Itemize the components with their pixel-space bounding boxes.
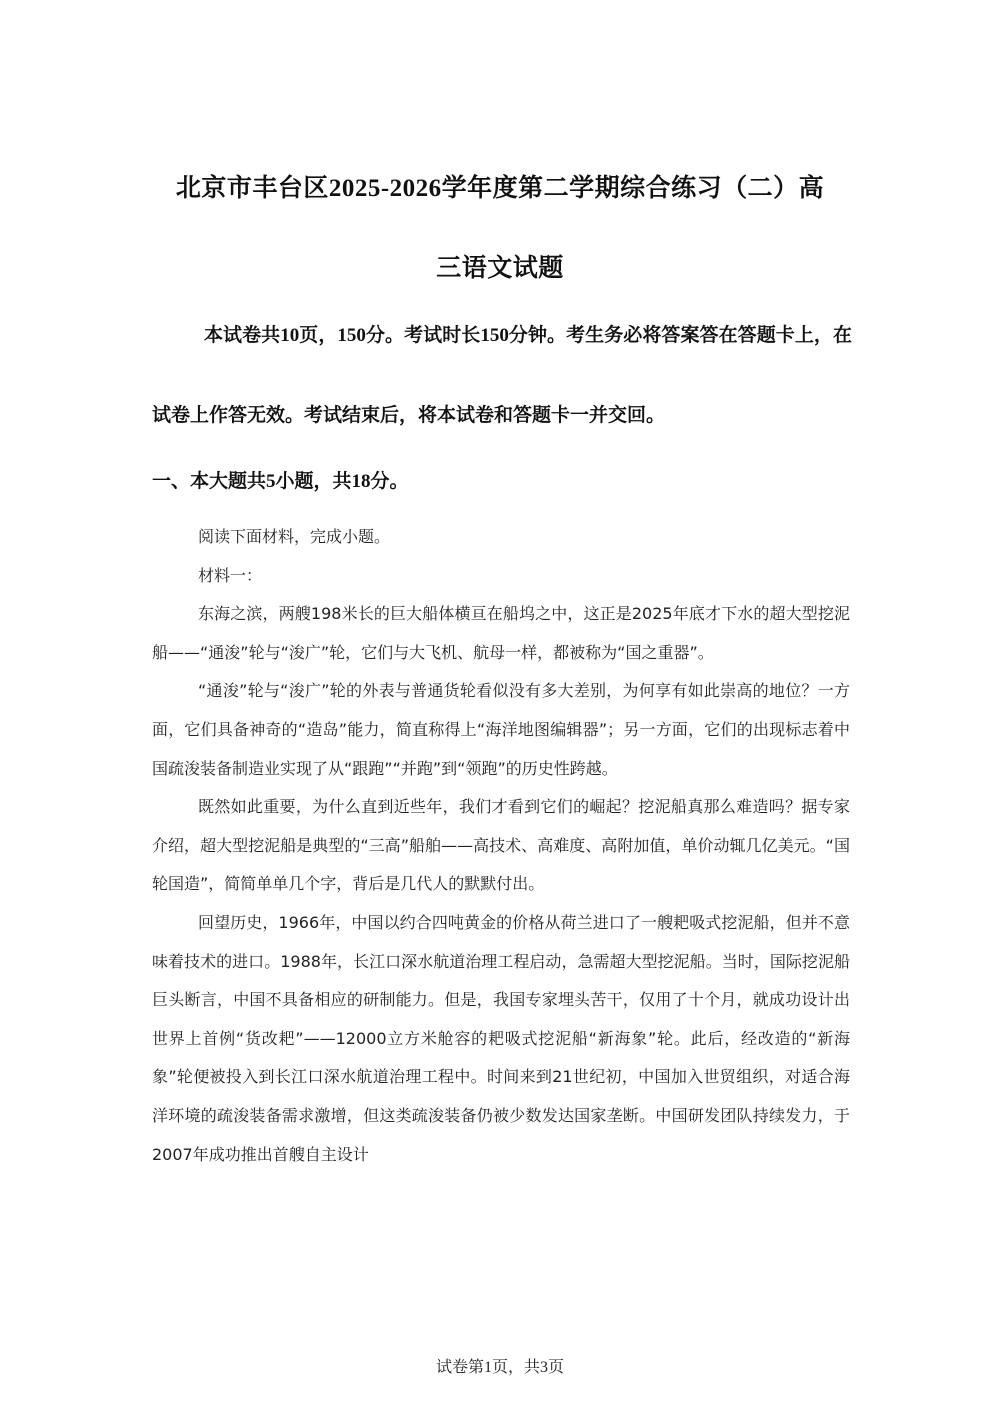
reading-material <box>152 518 850 1174</box>
paragraph: 既然如此重要，为什么直到近些年，我们才看到它们的崛起？挖泥船真那么难造吗？据专家介绍，超大型挖泥船是典型的“三高”船舶——高技术、高难度、高附加值，单价动辄几亿美元。“国轮国造”，简简单单几个字，背后是几代人的默默付出。 <box>152 797 850 894</box>
paragraph-instruction: 阅读下面材料，完成小题。 <box>198 527 391 546</box>
section-heading: 一、本大题共5小题，共18分。 <box>152 471 409 492</box>
page-footer: 试卷第1页，共3页 <box>435 1359 564 1376</box>
paragraph: 回望历史，1966年，中国以约合四吨黄金的价格从荷兰进口了一艘耙吸式挖泥船，但并不意味着技术的进口。1988年，长江口深水航道治理工程启动，急需超大型挖泥船。当时，国际挖泥船巨头断言，中国不具备相应的研制能力。但是，我国专家埋头苦干，仅用了十个月，就成功设计出世界上首例“货改耙”——12000立方米舱容的耙吸式挖泥船“新海象”轮。此后，经改造的“新海象”轮便被投入到长江口深水航道治理工程中。时间来到21世纪初，中国加入世贸组织，对适合海洋环境的疏浚装备需求激增，但这类疏浚装备仍被少数发达国家垄断。中国研发团队持续发力，于2007年成功推出首艘自主设计 <box>152 912 850 1164</box>
exam-notice: 本试卷共10页，150分。考试时长150分钟。考生务必将答案答在答题卡上，在试卷上作答无效。考试结束后，将本试卷和答题卡一并交回。 <box>152 325 852 426</box>
paragraph-material-label: 材料一： <box>198 565 263 585</box>
exam-title-line2: 三语文试题 <box>436 255 564 282</box>
exam-title-line1: 北京市丰台区2025-2026学年度第二学期综合练习（二）高 <box>175 175 825 202</box>
paragraph: “通浚”轮与“浚广”轮的外表与普通货轮看似没有多大差别，为何享有如此崇高的地位？一方面，它们具备神奇的“造岛”能力，简直称得上“海洋地图编辑器”；另一方面，它们的出现标志着中国疏浚装备制造业实现了从“跟跑”“并跑”到“领跑”的历史性跨越。 <box>152 681 850 778</box>
paragraph: 东海之滨，两艘198米长的巨大船体横亘在船坞之中，这正是2025年底才下水的超大型挖泥船——“通浚”轮与“浚广”轮，它们与大飞机、航母一样，都被称为“国之重器”。 <box>152 604 850 662</box>
